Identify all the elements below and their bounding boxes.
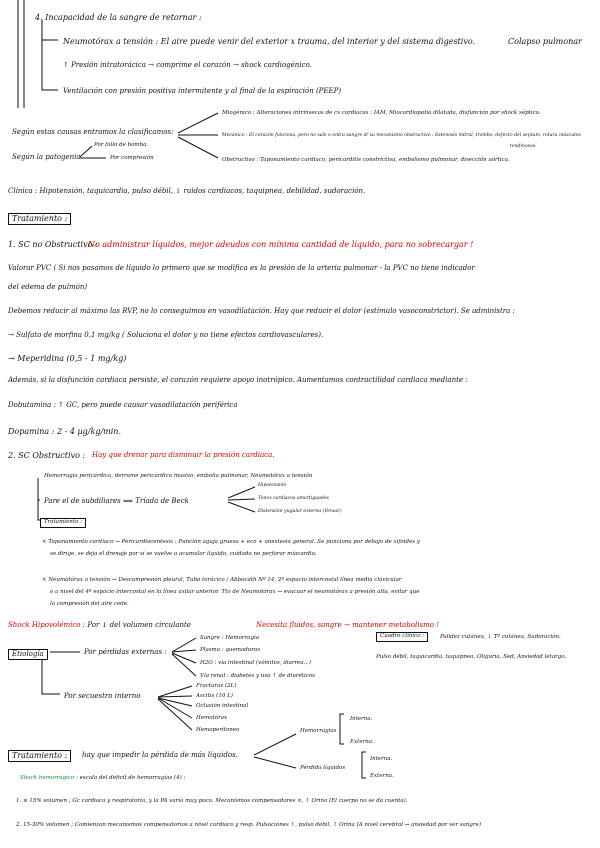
note-dopamina: Dopamina : 2 - 4 µg/kg/min. xyxy=(8,427,121,436)
note-sc_obst: 2. SC Obstructivo : xyxy=(8,451,86,460)
note-ascitis: Ascitis (10 L) xyxy=(196,693,233,699)
note-h2o: H2O : vía intestinal (vómitos, diarrea...) xyxy=(200,660,312,666)
note-hemorragias: Hemorragias xyxy=(300,728,337,734)
note-dobutamina: Dobutamina : ↑ GC, pero puede causar vasodilatación periférica xyxy=(8,401,238,409)
note-mecanico2: tendinosos. xyxy=(510,144,537,149)
note-palidez: Palidez cutánea, ↓ Tº cutánea, Sudoración. xyxy=(440,634,561,640)
note-neumo2: o a nivel del 4º espacio intercostal en la línea axilar anterior. Tto de Neumotórax → evacuar el neumotórax a presión alta, evitar que xyxy=(50,589,420,595)
note-pulso: Pulso débil, taquicardia, taquipnea, Oliguria, Sed, Ansiedad letargo. xyxy=(376,654,567,660)
note-perdidas_ext: Por pérdidas externas : xyxy=(84,648,167,656)
note-hemotorax: Hemotórax xyxy=(196,715,228,721)
note-secuestro: Por secuestro interno xyxy=(64,692,141,700)
note-fracturas: Fracturas (2L) xyxy=(196,683,237,689)
note-taponamiento1: × Taponamiento cardíaco → Pericardiocentesis : Punción aguja gruesa + eco + anestesia general. Se punciona por debajo de xifoides y xyxy=(42,539,420,545)
note-debemos: Debemos reducir al máximo las RVP, no lo conseguimos en vasodilatación. Hay que reducir el dolor (estímulo vasoconstrictor). Se administra : xyxy=(8,307,515,315)
note-pare: Pare el de subdiliares ⟹ Tríada de Beck xyxy=(44,497,189,505)
note-tratamiento3: Tratamiento : xyxy=(8,750,71,762)
note-ademas: Además, si la disfunción cardiaca persiste, el corazón requiere apoyo inotrópico. Aumentamos contractilidad cardiaca mediante : xyxy=(8,376,468,384)
note-valorar1: Valorar PVC ( Si nos pasamos de líquido lo primero que se modifica es la presión de la arteria pulmonar - la PVC no tiene indicador xyxy=(8,264,475,272)
note-menor15: 1. ≤ 15% volumen ; Gc cardiaca y respiratoria, y la PA varía muy poco. Mecanismos compensadores ×, ↑ Orina (El cuerpo no se da cuenta). xyxy=(16,798,408,804)
note-presion: ↑ Presión intratorácica → comprime el corazón → shock cardiogénico. xyxy=(63,61,312,69)
note-rango15_30: 2. 15-30% volumen ; Comienzan mecanismos compensatorios a nivel cardiaco y resp. Pulsaciones ↑, pulso débil, ↑ Orina (A nivel cerebral → ansiedad por ver sangre) xyxy=(16,822,481,828)
note-mecanico: Mecánico : El corazón funciona, pero no sale o entra sangre d/ su mecanismo obstructivo : Estenosis mitral, trombo, defecto del septum, rotura músculos xyxy=(222,133,581,138)
note-meperidina: → Meperidina (0,5 - 1 mg/kg) xyxy=(8,354,127,363)
note-interna2: Interna. xyxy=(370,756,393,762)
note-tratamiento1: Tratamiento : xyxy=(8,213,71,225)
note-perdida_liq: Pérdida líquidos xyxy=(300,765,346,771)
note-interna1: Interna. xyxy=(350,716,373,722)
note-hipotension: Hipotensión xyxy=(258,483,287,488)
note-ventilacion: Ventilación con presión positiva intermitente y al final de la espiración (PEEP) xyxy=(63,87,342,95)
note-shock_hipo: Shock Hipovolémico : Por ↓ del volumen circulante xyxy=(8,621,191,629)
note-fallo_bomba: Por fallo de bomba. xyxy=(94,142,149,148)
note-sc_no_obst: 1. SC no Obstructivo : xyxy=(8,240,98,249)
note-obstructivo: Obstructivo : Taponamiento cardiaco, pericarditis constrictiva, embolismo pulmonar, disección aórtica. xyxy=(222,157,510,163)
note-shock_hemo: Shock hemorrágico : escala del déficit de hemorragias (4) : xyxy=(20,775,186,781)
note-sangre: Sangre : Hemorragia xyxy=(200,635,260,641)
note-no_admin: No administrar líquidos, mejor adeudos con mínima cantidad de líquido, para no sobrecargar ! xyxy=(88,240,474,249)
note-hemorragia: Hemorragia pericárdica, derrame pericárdico masivo, embolia pulmonar, Neumotórax a tensión xyxy=(44,473,313,479)
note-neumo_def: Neumotórax a tensión : El aire puede venir del exterior x trauma, del interior y del sistema digestivo. xyxy=(63,37,476,46)
note-necesita: Necesita fluidos, sangre → mantener metabolismo ! xyxy=(256,621,440,629)
note-taponamiento2: se dirige, se deja el drenaje por si se vuelve a acumular líquido, cuidado no perforar miocardio. xyxy=(50,551,317,557)
note-distension: Distensión yugular externa (Venas!) xyxy=(258,509,342,514)
note-tonos: Tonos cardiacos amortiguados xyxy=(258,496,329,501)
note-neumo1: × Neumotórax a tensión → Descompresión pleural, Tubo torácico / Abbocath Nº 14, 2º espacio intercostal línea media clavicular xyxy=(42,577,402,583)
note-valorar2: del edema de pulmón) xyxy=(8,283,88,291)
note-cuadro: Cuadro clínico : xyxy=(376,632,428,642)
note-neumo3: la compresión del aire cede. xyxy=(50,601,129,607)
note-etiologia: Etiología xyxy=(8,649,48,660)
note-morfina: → Sulfato de morfina 0,1 mg/kg ( Soluciona el dolor y no tiene efectos cardiovasculares). xyxy=(8,331,324,339)
note-externa2: Externa. xyxy=(370,773,394,779)
note-hay_impedir: hay que impedir la pérdida de más líquidos. xyxy=(82,751,238,759)
note-clinica: Clínica : Hipotensión, taquicardia, pulso débil, ↓ ruidos cardiacos, taquipnea, debilidad, sudoración. xyxy=(8,187,366,195)
note-drenar: Hay que drenar para disminuir la presión cardiaca. xyxy=(92,451,275,459)
note-oclusion: Oclusión intestinal xyxy=(196,703,249,709)
note-plasma: Plasma : quemaduras xyxy=(200,647,261,653)
note-externa1: Externa. xyxy=(350,739,374,745)
note-compresion: Por compresión xyxy=(110,155,154,161)
note-via_renal: Vía renal : diabetes y uso ↑ de diuréticos xyxy=(200,673,315,679)
note-miogenico: Miogénico : Alteraciones intrínsecas de cs cardiacas : IAM, Miocardiopatía dilatada, disfunción por shock séptico. xyxy=(222,110,541,116)
note-hemoperitoneo: Hemoperitoneo xyxy=(196,727,240,733)
note-segun_pato: Según la patogenia xyxy=(12,153,81,161)
note-h4: 4. Incapacidad de la sangre de retornar : xyxy=(35,13,202,22)
note-segun_causas: Según estas causas entramos la clasificamos: xyxy=(12,128,174,136)
note-colapso: Colapso pulmonar xyxy=(508,37,582,46)
note-tratamiento2: Tratamiento : xyxy=(40,518,86,528)
